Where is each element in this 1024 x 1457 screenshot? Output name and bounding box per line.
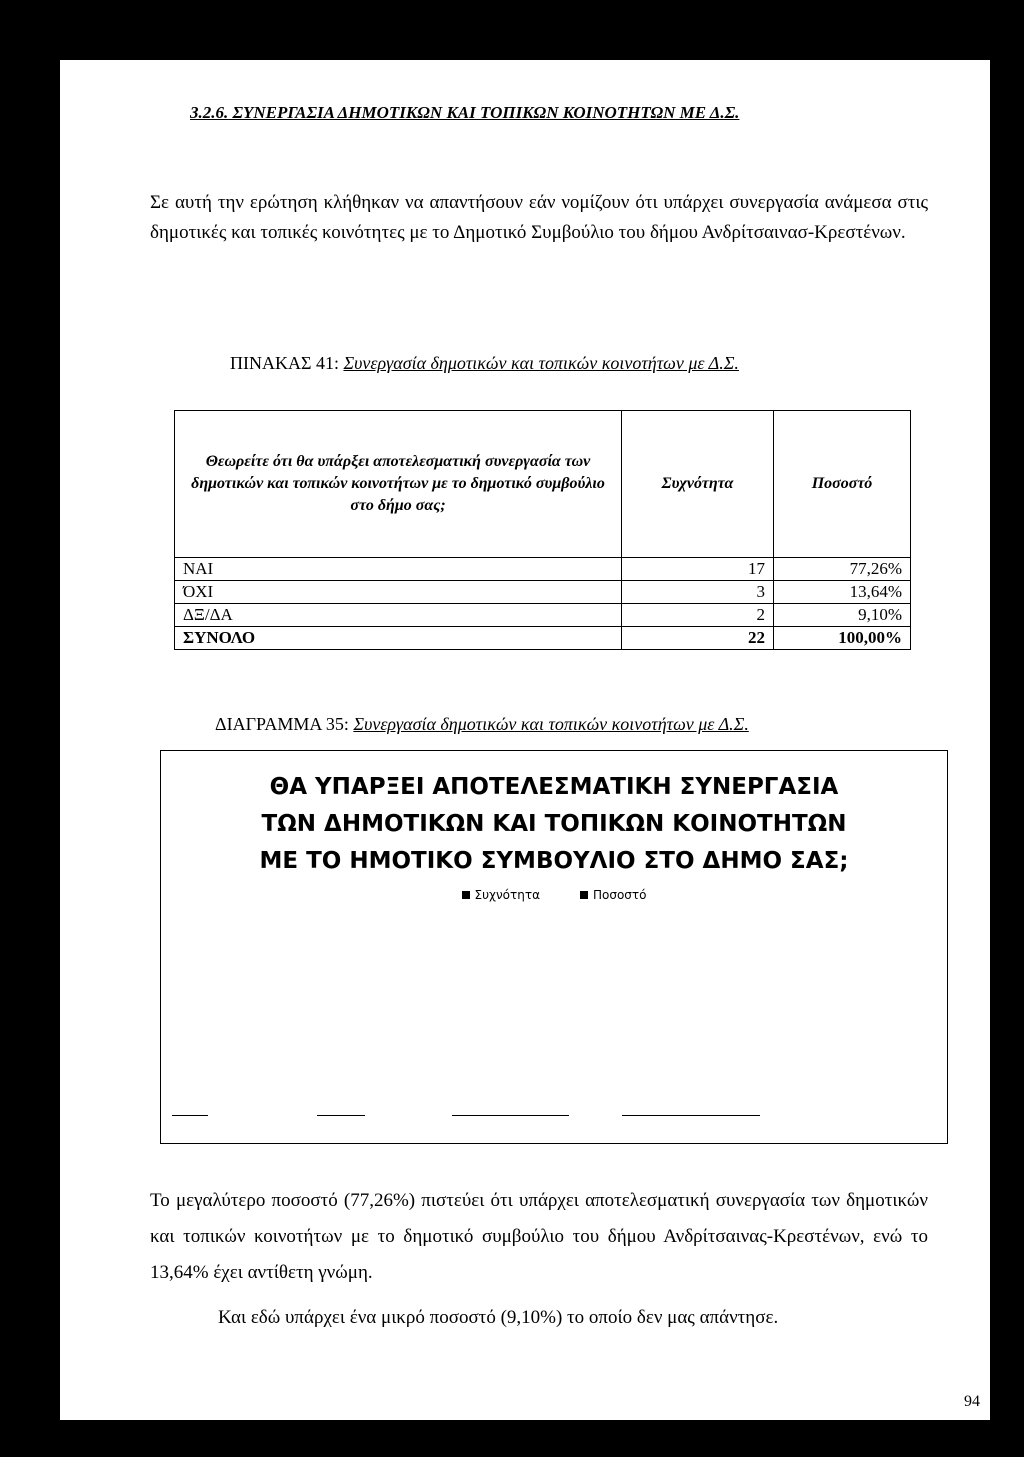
table-header-row — [175, 411, 911, 558]
chart-legend — [161, 888, 947, 902]
legend-swatch — [462, 891, 470, 899]
row-label: ΔΞ/ΔΑ — [175, 604, 622, 627]
chart-axis-segment — [622, 1115, 760, 1116]
chart-title-line: ΘΑ ΥΠΑΡΞΕΙ ΑΠΟΤΕΛΕΣΜΑΤΙΚΗ ΣΥΝΕΡΓΑΣΙΑ — [269, 774, 839, 800]
table-row — [175, 604, 911, 627]
row-percent: 77,26% — [774, 558, 911, 581]
legend-swatch — [580, 891, 588, 899]
conclusion-paragraph: Το μεγαλύτερο ποσοστό (77,26%) πιστεύει ότι υπάρχει αποτελεσματική συνεργασία των δημοτικών και τοπικών κοινοτήτων με το δημοτικό συμβούλιο του δήμου Ανδρίτσαινας-Κρεστένων, ενώ το 13,64% έχει αντίθετη γνώμη. — [150, 1190, 928, 1283]
header-percent: Ποσοστό — [774, 411, 911, 558]
header-frequency: Συχνότητα — [622, 411, 774, 558]
chart-axis-segment — [317, 1115, 365, 1116]
row-percent: 100,00% — [774, 627, 911, 650]
chart-caption-title: Συνεργασία δημοτικών και τοπικών κοινοτήτων με Δ.Σ. — [353, 714, 749, 734]
chart-axis-segment — [452, 1115, 569, 1116]
chart-caption-label: ΔΙΑΓΡΑΜΜΑ 35: — [215, 714, 349, 734]
chart-title-line: ΤΩΝ ΔΗΜΟΤΙΚΩΝ ΚΑΙ ΤΟΠΙΚΩΝ ΚΟΙΝΟΤΗΤΩΝ — [261, 811, 847, 837]
section-heading: 3.2.6. ΣΥΝΕΡΓΑΣΙΑ ΔΗΜΟΤΙΚΩΝ ΚΑΙ ΤΟΠΙΚΩΝ ΚΟΙΝΟΤΗΤΩΝ ΜΕ Δ.Σ. — [190, 103, 740, 122]
row-label: ΌΧΙ — [175, 581, 622, 604]
table-row — [175, 581, 911, 604]
table-total-row — [175, 627, 911, 650]
chart-axis-segment — [172, 1115, 208, 1116]
row-frequency: 3 — [622, 581, 774, 604]
chart-title — [161, 769, 947, 880]
page-number: 94 — [964, 1393, 980, 1410]
row-label: ΣΥΝΟΛΟ — [175, 627, 622, 650]
row-label: ΝΑΙ — [175, 558, 622, 581]
table-caption-label: ΠΙΝΑΚΑΣ 41: — [230, 353, 339, 373]
results-table — [174, 410, 911, 650]
document-page — [60, 60, 990, 1420]
row-frequency: 17 — [622, 558, 774, 581]
row-percent: 9,10% — [774, 604, 911, 627]
legend-item — [462, 888, 540, 902]
intro-paragraph: Σε αυτή την ερώτηση κλήθηκαν να απαντήσουν εάν νομίζουν ότι υπάρχει συνεργασία ανάμεσα στις δημοτικές και τοπικές κοινότητες με το Δημοτικό Συμβούλιο του δήμου Ανδρίτσαινασ-Κρεστένων. — [150, 192, 928, 243]
legend-item — [580, 888, 646, 902]
table-caption-title: Συνεργασία δημοτικών και τοπικών κοινοτήτων με Δ.Σ. — [343, 353, 739, 373]
chart-frame — [160, 750, 948, 1144]
chart-caption — [215, 714, 749, 735]
table-caption — [230, 353, 739, 374]
closing-paragraph: Και εδώ υπάρχει ένα μικρό ποσοστό (9,10%) το οποίο δεν μας απάντησε. — [218, 1307, 779, 1328]
table-row — [175, 558, 911, 581]
chart-title-line: ΜΕ ΤΟ ΗΜΟΤΙΚΟ ΣΥΜΒΟΥΛΙΟ ΣΤΟ ΔΗΜΟ ΣΑΣ; — [259, 848, 849, 874]
row-frequency: 2 — [622, 604, 774, 627]
row-percent: 13,64% — [774, 581, 911, 604]
header-question: Θεωρείτε ότι θα υπάρξει αποτελεσματική συνεργασία των δημοτικών και τοπικών κοινοτήτων με το δημοτικό συμβούλιο στο δήμο σας; — [175, 411, 622, 558]
row-frequency: 22 — [622, 627, 774, 650]
legend-label: Συχνότητα — [474, 888, 540, 902]
legend-label: Ποσοστό — [592, 888, 647, 902]
